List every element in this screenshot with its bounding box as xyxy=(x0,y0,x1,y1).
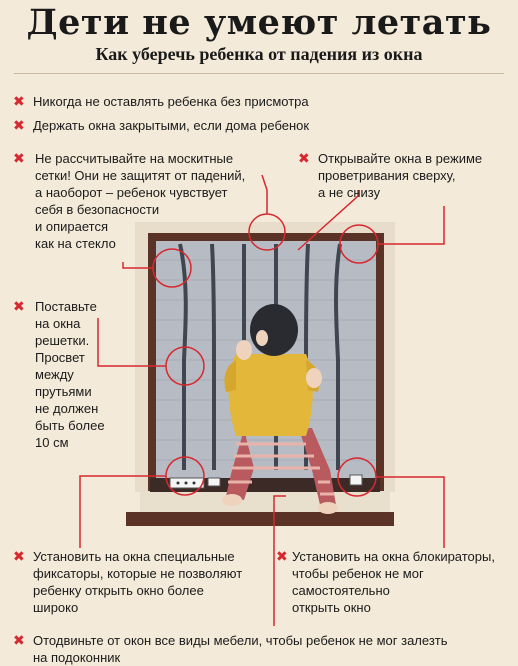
tip-line: самостоятельно xyxy=(292,583,390,598)
tip-line: чтобы ребенок не мог xyxy=(292,566,424,581)
cross-icon: ✖ xyxy=(276,548,288,564)
tip-line: а наоборот – ребенок чувствует xyxy=(35,185,228,200)
tip-bars xyxy=(13,298,113,451)
tip-line: Не рассчитывайте на москитные xyxy=(35,151,234,166)
tip-line: ребенку открыть окно более xyxy=(33,583,204,598)
window-blocker xyxy=(350,475,362,485)
tip-line: Открывайте окна в режиме xyxy=(318,151,483,166)
page-subtitle: Как уберечь ребенка от падения из окна xyxy=(95,44,423,64)
cross-icon: ✖ xyxy=(13,150,25,166)
tip-text: Никогда не оставлять ребенка без присмотра xyxy=(33,94,309,109)
cross-icon: ✖ xyxy=(13,117,25,133)
tip-line: Поставьте xyxy=(35,299,97,314)
cross-icon: ✖ xyxy=(13,298,25,314)
cross-icon: ✖ xyxy=(298,150,310,166)
tip-line: а не снизу xyxy=(318,185,381,200)
tip-line: себя в безопасности xyxy=(35,202,160,217)
tip-blockers xyxy=(276,548,514,616)
tip-fixators xyxy=(13,548,268,616)
tip-closed-windows xyxy=(13,117,493,134)
tip-line: решетки. xyxy=(35,333,90,348)
cross-icon: ✖ xyxy=(13,632,25,648)
tip-line: Установить на окна блокираторы, xyxy=(292,549,495,564)
tip-line: проветривания сверху, xyxy=(318,168,456,183)
tip-ventilation xyxy=(298,150,513,201)
tip-line: открыть окно xyxy=(292,600,371,615)
tip-line: фиксаторы, которые не позволяют xyxy=(33,566,243,581)
tip-supervision xyxy=(13,93,493,110)
tip-line: на окна xyxy=(35,316,81,331)
tip-line: Установить на окна специальные xyxy=(33,549,235,564)
cross-icon: ✖ xyxy=(13,548,25,564)
tip-line: сетки! Они не защитят от падений, xyxy=(35,168,246,183)
page-title: Дети не умеют летать xyxy=(26,2,492,43)
tip-line: широко xyxy=(33,600,79,615)
window-sill-board xyxy=(126,512,394,526)
tip-line: как на стекло xyxy=(35,236,116,251)
tip-line: Просвет xyxy=(35,350,85,365)
tip-line: прутьями xyxy=(35,384,92,399)
tip-line: 10 см xyxy=(35,435,69,450)
tip-line: Отодвиньте от окон все виды мебели, чтобы ребенок не мог залезть xyxy=(33,633,448,648)
tip-line: быть более xyxy=(35,418,105,433)
tip-line: между xyxy=(35,367,74,382)
tip-line: и опирается xyxy=(35,219,109,234)
tip-text: Держать окна закрытыми, если дома ребенок xyxy=(33,118,310,133)
tip-mosquito-nets xyxy=(13,150,268,252)
tip-furniture xyxy=(13,632,513,666)
tip-line: на подоконник xyxy=(33,650,121,665)
tip-line: не должен xyxy=(35,401,99,416)
cross-icon: ✖ xyxy=(13,93,25,109)
